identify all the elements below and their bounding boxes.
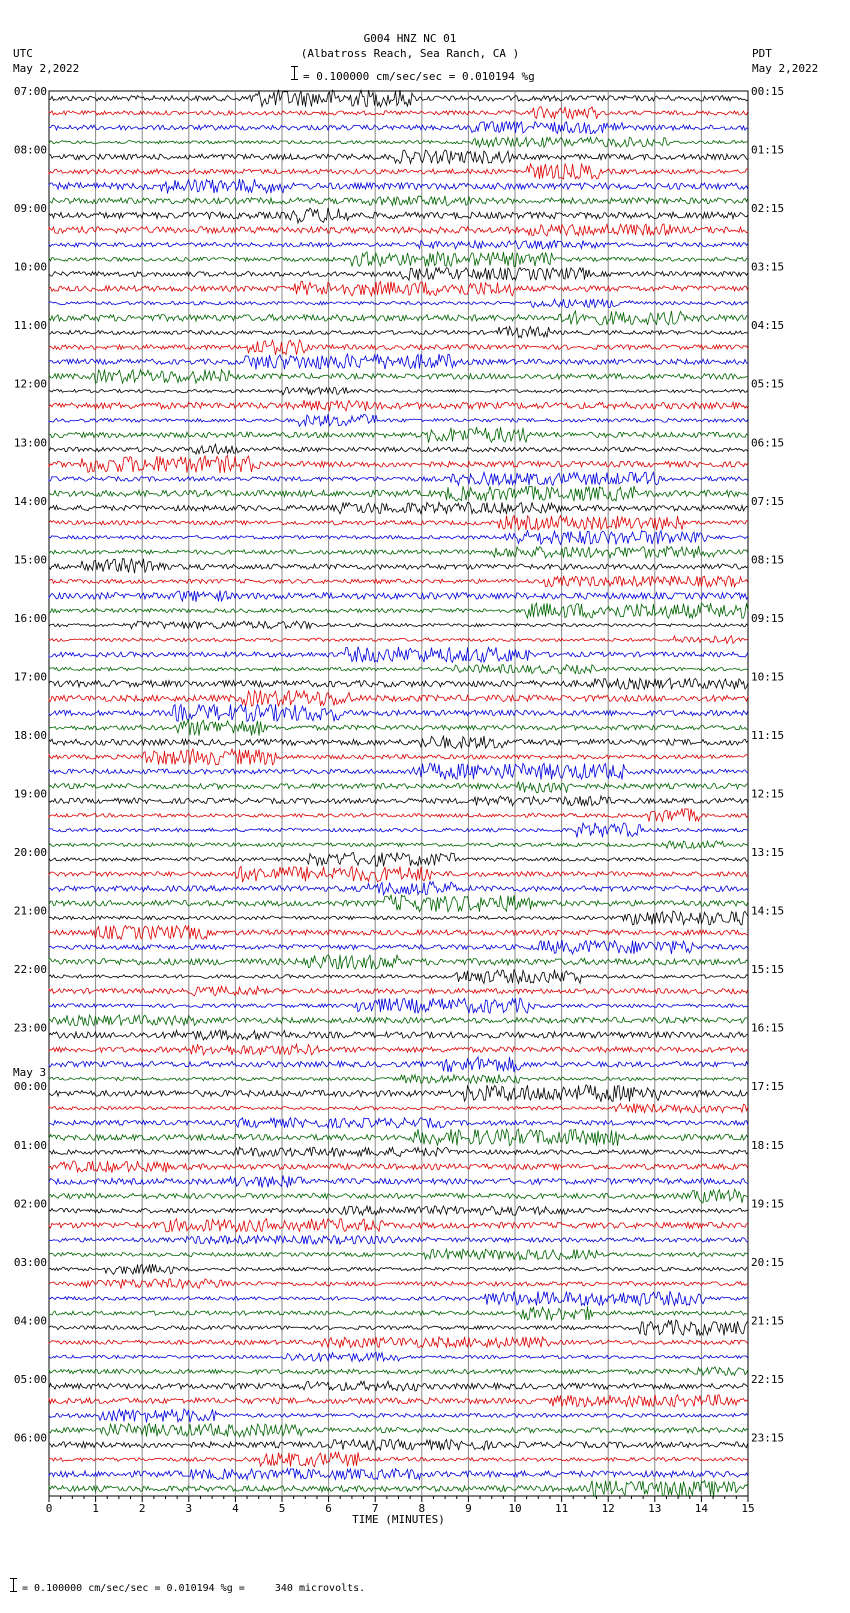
seismic-trace	[49, 354, 748, 370]
seismic-trace	[49, 1279, 748, 1289]
left-time-label: 22:00	[13, 963, 47, 977]
right-time-label: 06:15	[751, 436, 785, 450]
right-time-label: 20:15	[751, 1255, 785, 1269]
seismic-trace	[49, 1044, 748, 1055]
right-timezone: PDT	[752, 47, 772, 60]
seismic-trace	[49, 179, 748, 193]
x-tick-label: 5	[278, 1502, 286, 1515]
left-date: May 2,2022	[13, 62, 80, 75]
seismic-trace	[49, 911, 748, 925]
seismic-trace	[49, 1236, 748, 1245]
left-time-label: 08:00	[13, 143, 47, 157]
seismic-trace	[49, 444, 748, 454]
left-time-label: 07:00	[13, 85, 47, 98]
seismic-trace	[49, 647, 748, 663]
seismic-trace	[49, 940, 748, 954]
left-time-label: 20:00	[13, 846, 47, 860]
right-time-label: 09:15	[751, 611, 785, 625]
seismic-trace	[49, 1074, 748, 1083]
seismic-trace	[49, 122, 748, 134]
seismic-trace	[49, 1337, 748, 1348]
seismic-trace	[49, 665, 748, 674]
seismic-trace	[49, 1291, 748, 1305]
seismic-trace	[49, 1129, 748, 1146]
seismic-trace	[49, 299, 748, 308]
left-time-label: 19:00	[13, 787, 47, 801]
right-date: May 2,2022	[752, 62, 819, 75]
right-time-label: 07:15	[751, 494, 785, 508]
seismic-trace	[49, 809, 748, 822]
footer-scale-note: = 0.100000 cm/sec/sec = 0.010194 %g = 340 microvolts.	[22, 1583, 366, 1594]
left-time-label: 16:00	[13, 611, 47, 625]
seismic-trace	[49, 1104, 748, 1113]
seismic-trace	[49, 208, 748, 223]
seismic-trace	[49, 516, 748, 530]
x-tick-label: 13	[648, 1502, 662, 1515]
seismic-trace	[49, 1175, 748, 1187]
seismic-trace	[49, 1395, 748, 1407]
right-time-label: 21:15	[751, 1314, 785, 1328]
seismic-trace	[49, 1440, 748, 1451]
seismic-trace	[49, 1381, 748, 1391]
seismic-trace	[49, 370, 748, 384]
seismic-trace	[49, 603, 748, 618]
seismic-trace	[49, 1424, 748, 1437]
x-tick-label: 9	[465, 1502, 472, 1515]
seismic-trace	[49, 955, 748, 969]
x-tick-label: 8	[418, 1502, 426, 1515]
right-time-label: 18:15	[751, 1138, 785, 1152]
left-time-label: 03:00	[13, 1255, 47, 1269]
seismic-trace	[49, 456, 748, 473]
right-time-label: 02:15	[751, 202, 785, 216]
right-time-label: 23:15	[751, 1431, 785, 1445]
seismic-trace	[49, 1249, 748, 1260]
seismic-trace	[49, 782, 748, 793]
left-time-label: 11:00	[13, 319, 47, 333]
seismic-trace	[49, 1469, 748, 1480]
seismic-trace	[49, 1206, 748, 1215]
right-time-label: 13:15	[751, 846, 785, 860]
seismic-trace	[49, 241, 748, 249]
seismic-trace	[49, 853, 748, 867]
right-time-label: 14:15	[751, 904, 785, 918]
right-time-label: 17:15	[751, 1080, 785, 1094]
seismic-trace	[49, 621, 748, 629]
seismic-trace	[49, 690, 748, 706]
right-time-label: 15:15	[751, 963, 785, 977]
right-time-label: 00:15	[751, 85, 785, 98]
seismic-trace	[49, 502, 748, 514]
right-time-label: 04:15	[751, 319, 785, 333]
seismic-trace	[49, 164, 748, 179]
seismic-trace	[49, 400, 748, 411]
seismic-trace	[49, 281, 748, 296]
seismic-trace	[49, 1057, 748, 1072]
seismic-trace	[49, 882, 748, 895]
seismic-trace	[49, 1367, 748, 1376]
seismic-trace	[49, 796, 748, 806]
x-tick-label: 14	[694, 1502, 709, 1515]
right-time-label: 11:15	[751, 728, 785, 742]
seismic-trace	[49, 530, 748, 544]
seismic-trace	[49, 311, 748, 325]
left-time-label: 15:00	[13, 553, 47, 567]
x-tick-label: 7	[371, 1502, 379, 1515]
x-tick-label: 15	[741, 1502, 755, 1515]
left-time-label: 17:00	[13, 670, 47, 684]
scale-text: = 0.100000 cm/sec/sec = 0.010194 %g	[303, 70, 535, 83]
seismic-trace	[49, 1352, 748, 1361]
station-location: (Albatross Reach, Sea Ranch, CA )	[300, 47, 520, 60]
seismic-trace	[49, 414, 748, 426]
seismic-trace	[49, 998, 748, 1013]
left-time-label: 01:00	[13, 1138, 47, 1152]
seismic-trace	[49, 387, 748, 395]
seismic-trace	[49, 546, 748, 558]
left-time-label: 21:00	[13, 904, 47, 918]
seismic-trace	[49, 1306, 748, 1320]
seismic-trace	[49, 1219, 748, 1232]
left-time-label: 10:00	[13, 260, 47, 274]
seismic-trace	[49, 427, 748, 443]
seismic-trace	[49, 1264, 748, 1274]
seismic-trace	[49, 969, 748, 983]
seismic-trace	[49, 340, 748, 355]
seismic-trace	[49, 486, 748, 501]
x-axis-label: TIME (MINUTES)	[352, 1513, 445, 1526]
x-tick-label: 1	[92, 1502, 99, 1515]
x-tick-label: 4	[232, 1502, 239, 1515]
right-time-label: 08:15	[751, 553, 785, 567]
seismic-trace	[49, 150, 748, 164]
x-tick-label: 10	[508, 1502, 522, 1515]
x-tick-label: 6	[325, 1502, 332, 1515]
left-time-label: 23:00	[13, 1021, 47, 1035]
left-timezone: UTC	[13, 47, 33, 60]
right-time-label: 05:15	[751, 377, 785, 391]
seismic-trace	[49, 591, 748, 602]
plot-frame	[49, 91, 748, 1496]
seismic-trace	[49, 576, 748, 587]
left-time-label: 09:00	[13, 202, 47, 216]
seismic-trace	[49, 986, 748, 996]
seismic-trace	[49, 327, 748, 338]
seismic-trace	[49, 559, 748, 574]
seismic-trace	[49, 1320, 748, 1336]
x-tick-label: 0	[45, 1502, 53, 1515]
seismic-trace	[49, 1118, 748, 1128]
seismic-trace	[49, 866, 748, 881]
left-time-label: 14:00	[13, 494, 47, 508]
x-tick-label: 11	[554, 1502, 569, 1515]
left-time-label: 18:00	[13, 728, 47, 742]
right-time-label: 03:15	[751, 260, 785, 274]
seismic-trace	[49, 704, 748, 721]
x-tick-label: 3	[185, 1502, 193, 1515]
right-time-label: 10:15	[751, 670, 785, 684]
seismic-trace	[49, 895, 748, 912]
x-tick-label: 12	[601, 1502, 615, 1515]
seismic-trace	[49, 678, 748, 689]
seismic-trace	[49, 1085, 748, 1102]
seismic-trace	[49, 1030, 748, 1040]
left-time-label: 04:00	[13, 1314, 47, 1328]
seismic-trace	[49, 841, 748, 849]
seismic-trace	[49, 749, 748, 765]
left-time-label: 00:00	[13, 1080, 47, 1094]
seismic-trace	[49, 472, 748, 485]
right-time-label: 01:15	[751, 143, 785, 157]
right-time-label: 16:15	[751, 1021, 785, 1035]
seismic-trace	[49, 720, 748, 736]
seismic-trace	[49, 196, 748, 206]
seismic-trace	[49, 90, 748, 107]
x-tick-label: 2	[138, 1502, 146, 1515]
left-time-label: 05:00	[13, 1372, 47, 1386]
seismic-trace	[49, 1189, 748, 1203]
seismic-trace	[49, 137, 748, 147]
seismic-trace	[49, 1481, 748, 1497]
seismic-trace	[49, 1452, 748, 1467]
left-time-label: 06:00	[13, 1431, 47, 1445]
right-time-label: 12:15	[751, 787, 785, 801]
seismic-trace	[49, 736, 748, 749]
left-time-label: 13:00	[13, 436, 47, 450]
seismic-trace	[49, 926, 748, 940]
footer-scale-bar-icon	[13, 1578, 14, 1592]
station-title: G004 HNZ NC 01	[363, 32, 457, 45]
right-time-label: 22:15	[751, 1372, 785, 1386]
seismic-trace	[49, 1161, 748, 1173]
day-change-label: May 3	[13, 1066, 47, 1080]
seismic-trace	[49, 224, 748, 236]
seismic-trace	[49, 1147, 748, 1157]
seismic-trace	[49, 1409, 748, 1422]
left-time-label: 02:00	[13, 1197, 47, 1211]
seismic-trace	[49, 823, 748, 838]
seismic-trace	[49, 268, 748, 281]
seismic-trace	[49, 1015, 748, 1026]
right-time-label: 19:15	[751, 1197, 785, 1211]
seismic-trace	[49, 252, 748, 267]
seismic-trace	[49, 763, 748, 779]
left-time-label: 12:00	[13, 377, 47, 391]
seismic-trace	[49, 107, 748, 120]
seismic-trace	[49, 636, 748, 644]
